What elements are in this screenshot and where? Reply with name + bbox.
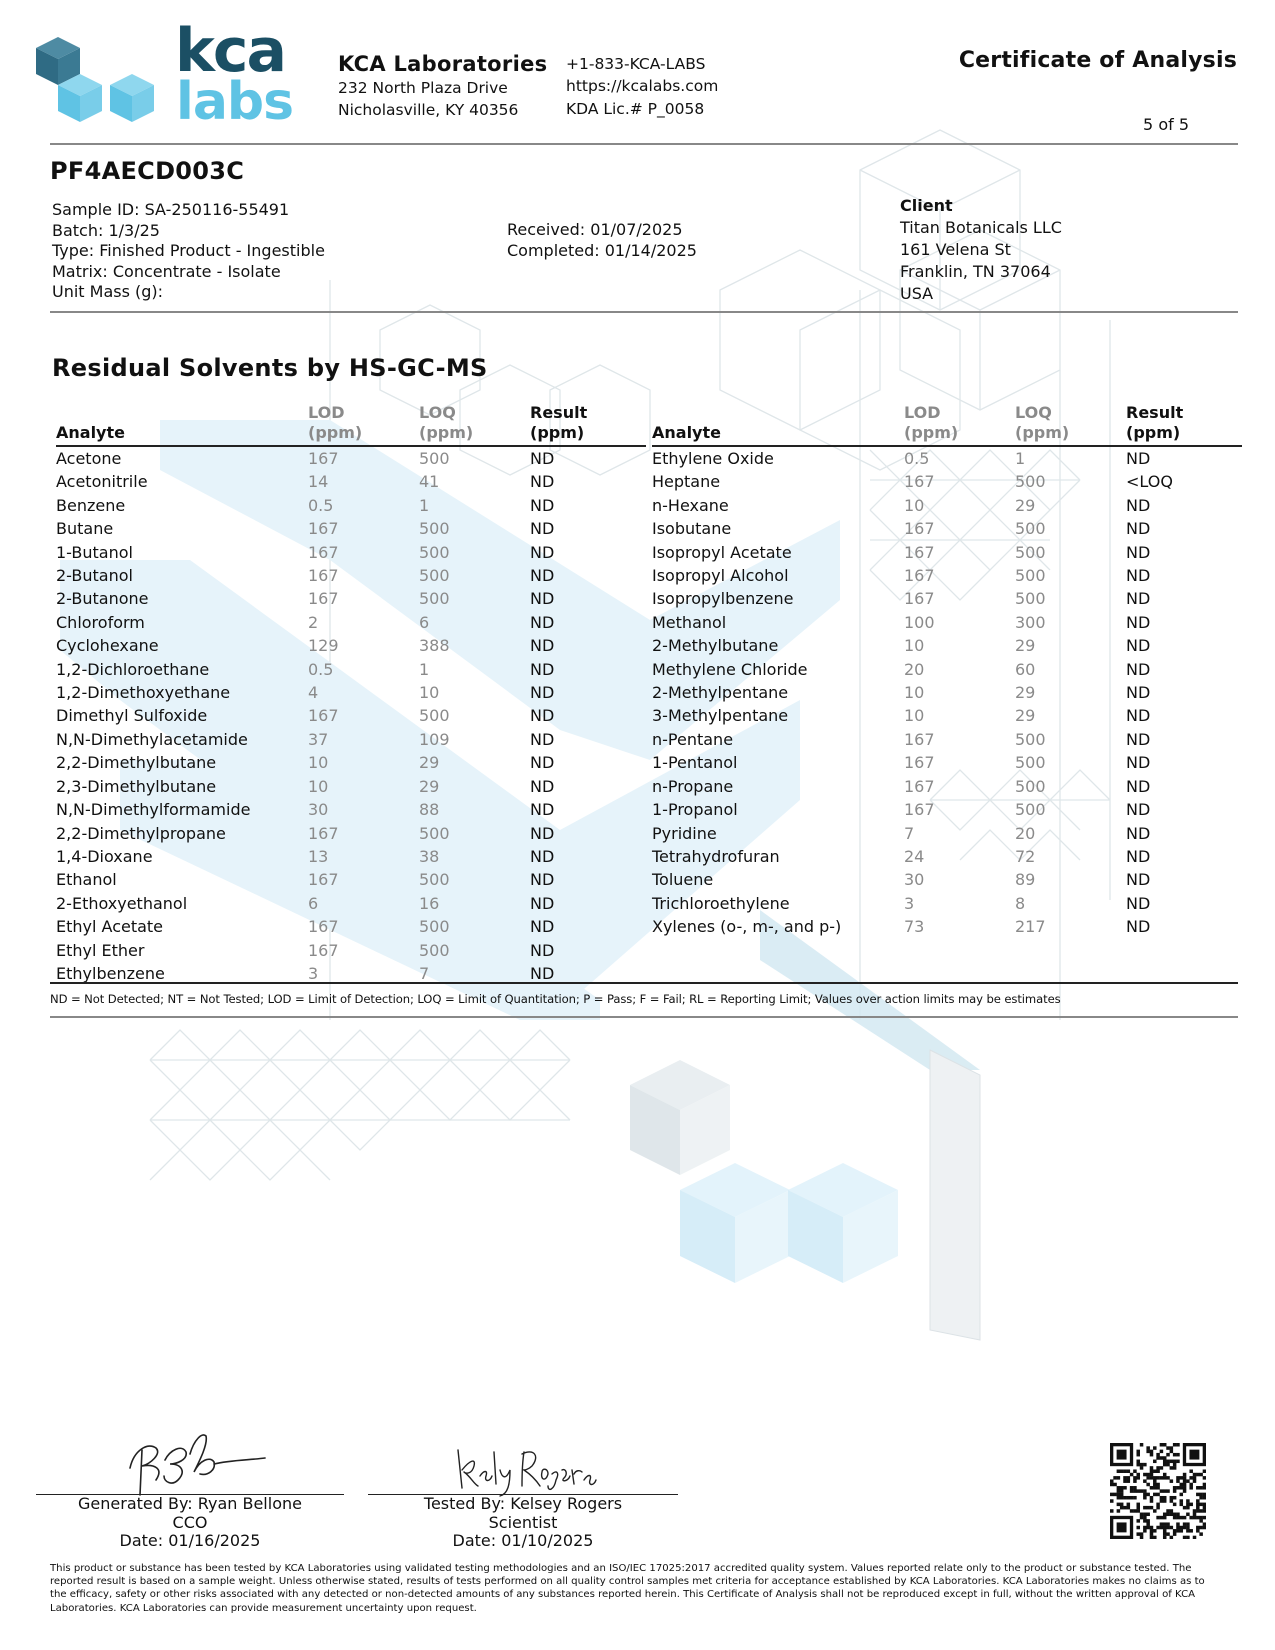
completed-date: Completed: 01/14/2025 xyxy=(507,240,697,260)
sample-code: PF4AECD003C xyxy=(50,157,245,185)
loq-cell: 388 xyxy=(419,636,450,656)
table-row xyxy=(56,775,646,798)
table-row xyxy=(56,541,646,564)
table-row xyxy=(652,704,1242,727)
results-table-left-body xyxy=(56,446,646,985)
header-lod-unit: (ppm) xyxy=(308,423,363,442)
table-header-row xyxy=(56,403,646,446)
tested-by-date: Date: 01/10/2025 xyxy=(452,1531,594,1550)
table-row xyxy=(56,751,646,774)
table-row xyxy=(56,446,646,470)
tested-by-block xyxy=(368,1495,678,1551)
result-cell: ND xyxy=(530,612,555,632)
loq-cell: 89 xyxy=(1015,870,1036,890)
result-cell: ND xyxy=(1126,823,1151,843)
analyte-cell: Ethyl Acetate xyxy=(56,917,164,937)
analyte-cell: Methanol xyxy=(652,612,727,632)
analyte-cell: 2,3-Dimethylbutane xyxy=(56,776,217,796)
loq-cell: 500 xyxy=(1015,800,1046,820)
lab-license: KDA Lic.# P_0058 xyxy=(566,100,705,118)
header-lod xyxy=(904,403,1015,446)
header-result-unit: (ppm) xyxy=(1126,423,1181,442)
table-bottom-divider xyxy=(50,982,1238,984)
loq-cell: 109 xyxy=(419,729,450,749)
result-cell: ND xyxy=(530,800,555,820)
analyte-cell: Acetone xyxy=(56,449,122,468)
table-row xyxy=(652,658,1242,681)
analyte-cell: 1-Butanol xyxy=(56,542,133,562)
analyte-cell: Ethanol xyxy=(56,870,117,890)
result-cell: ND xyxy=(530,542,555,562)
generated-by-title: CCO xyxy=(172,1512,208,1532)
info-divider xyxy=(50,311,1238,313)
loq-cell: 60 xyxy=(1015,659,1036,679)
table-row xyxy=(56,822,646,845)
result-cell: ND xyxy=(530,846,555,866)
table-row xyxy=(56,634,646,657)
loq-cell: 29 xyxy=(1015,636,1036,656)
loq-cell: 500 xyxy=(1015,472,1046,492)
result-cell: ND xyxy=(1126,706,1151,726)
table-row xyxy=(56,611,646,634)
section-title: Residual Solvents by HS-GC-MS xyxy=(52,354,488,382)
analyte-cell: Dimethyl Sulfoxide xyxy=(56,706,208,726)
table-row xyxy=(56,939,646,962)
lod-cell: 167 xyxy=(904,519,935,539)
analyte-cell: 2-Methylpentane xyxy=(652,683,789,703)
analyte-cell: Butane xyxy=(56,519,114,539)
lod-cell: 0.5 xyxy=(904,449,930,468)
loq-cell: 500 xyxy=(419,519,450,539)
sample-id: Sample ID: SA-250116-55491 xyxy=(52,200,290,219)
result-cell: ND xyxy=(530,589,555,609)
loq-cell: 217 xyxy=(1015,917,1046,937)
loq-cell: 6 xyxy=(419,612,430,632)
client-heading: Client xyxy=(900,196,953,215)
header-loq-label: LOQ xyxy=(1015,403,1052,422)
header-loq xyxy=(419,403,530,446)
lod-cell: 167 xyxy=(904,800,935,820)
loq-cell: 29 xyxy=(1015,683,1036,703)
lod-cell: 167 xyxy=(904,753,935,773)
result-cell: ND xyxy=(1126,449,1151,468)
lod-cell: 10 xyxy=(904,683,925,703)
lod-cell: 37 xyxy=(308,729,329,749)
result-cell: ND xyxy=(530,636,555,656)
analyte-cell: Acetonitrile xyxy=(56,472,148,492)
loq-cell: 16 xyxy=(419,893,440,913)
table-row xyxy=(56,845,646,868)
header-result xyxy=(1126,403,1242,446)
table-row xyxy=(652,470,1242,493)
analyte-cell: 2-Ethoxyethanol xyxy=(56,893,188,913)
lod-cell: 167 xyxy=(308,449,339,468)
table-row xyxy=(652,728,1242,751)
analyte-cell: 3-Methylpentane xyxy=(652,706,789,726)
lod-cell: 10 xyxy=(904,706,925,726)
result-cell: ND xyxy=(530,940,555,960)
lod-cell: 167 xyxy=(308,870,339,890)
analyte-cell: Pyridine xyxy=(652,823,717,843)
analyte-cell: Heptane xyxy=(652,472,721,492)
table-row xyxy=(56,868,646,891)
lod-cell: 20 xyxy=(904,659,925,679)
analyte-cell: 2-Methylbutane xyxy=(652,636,779,656)
analyte-cell: N,N-Dimethylacetamide xyxy=(56,729,248,749)
table-header-row xyxy=(652,403,1242,446)
received-date: Received: 01/07/2025 xyxy=(507,220,683,239)
lod-cell: 167 xyxy=(308,940,339,960)
result-cell: ND xyxy=(530,917,555,937)
lod-cell: 10 xyxy=(308,776,329,796)
result-cell: ND xyxy=(1126,870,1151,890)
table-row xyxy=(652,845,1242,868)
result-cell: ND xyxy=(530,566,555,586)
table-row xyxy=(56,494,646,517)
result-cell: ND xyxy=(530,706,555,726)
generated-by-block xyxy=(36,1495,344,1551)
analyte-cell: N,N-Dimethylformamide xyxy=(56,800,251,820)
header-loq-unit: (ppm) xyxy=(419,423,474,442)
result-cell: ND xyxy=(530,472,555,492)
kca-logo xyxy=(30,16,305,136)
header-lod-label: LOD xyxy=(904,403,941,422)
analyte-cell: Isobutane xyxy=(652,519,732,539)
client-block xyxy=(900,195,1062,305)
loq-cell: 500 xyxy=(419,823,450,843)
loq-cell: 500 xyxy=(419,870,450,890)
table-row xyxy=(652,634,1242,657)
lod-cell: 167 xyxy=(308,589,339,609)
loq-cell: 1 xyxy=(419,495,430,515)
client-street: 161 Velena St xyxy=(900,240,1011,259)
header-lod xyxy=(308,403,419,446)
header-result xyxy=(530,403,646,446)
lod-cell: 13 xyxy=(308,846,329,866)
sample-unit-mass: Unit Mass (g): xyxy=(52,282,164,301)
loq-cell: 500 xyxy=(419,706,450,726)
result-cell: ND xyxy=(1126,893,1151,913)
result-cell: ND xyxy=(1126,612,1151,632)
result-cell: ND xyxy=(530,449,555,468)
analyte-cell: Isopropylbenzene xyxy=(652,589,794,609)
table-row xyxy=(56,564,646,587)
loq-cell: 500 xyxy=(1015,753,1046,773)
lab-address-line2: Nicholasville, KY 40356 xyxy=(338,101,519,119)
result-cell: ND xyxy=(1126,846,1151,866)
result-cell: ND xyxy=(1126,636,1151,656)
analyte-cell: Cyclohexane xyxy=(56,636,159,656)
loq-cell: 8 xyxy=(1015,893,1026,913)
lod-cell: 10 xyxy=(308,753,329,773)
table-row xyxy=(652,892,1242,915)
header-lod-label: LOD xyxy=(308,403,345,422)
loq-cell: 72 xyxy=(1015,846,1036,866)
result-cell: ND xyxy=(530,495,555,515)
loq-cell: 29 xyxy=(1015,495,1036,515)
loq-cell: 500 xyxy=(1015,729,1046,749)
header-result-label: Result xyxy=(530,403,588,422)
lod-cell: 30 xyxy=(308,800,329,820)
analyte-cell: n-Hexane xyxy=(652,495,729,515)
loq-cell: 500 xyxy=(1015,566,1046,586)
lab-address-line1: 232 North Plaza Drive xyxy=(338,79,508,97)
table-row xyxy=(652,446,1242,470)
table-row xyxy=(56,587,646,610)
table-row xyxy=(652,751,1242,774)
lod-cell: 167 xyxy=(308,706,339,726)
loq-cell: 1 xyxy=(419,659,430,679)
header-loq xyxy=(1015,403,1126,446)
sample-matrix: Matrix: Concentrate - Isolate xyxy=(52,261,281,281)
loq-cell: 20 xyxy=(1015,823,1036,843)
generated-by-name: Generated By: Ryan Bellone xyxy=(78,1494,302,1513)
results-table-right-body xyxy=(652,446,1242,939)
result-cell: ND xyxy=(1126,683,1151,703)
result-cell: ND xyxy=(1126,729,1151,749)
analyte-cell: Tetrahydrofuran xyxy=(652,846,780,866)
result-cell: ND xyxy=(530,659,555,679)
table-row xyxy=(652,541,1242,564)
lod-cell: 167 xyxy=(308,823,339,843)
loq-cell: 500 xyxy=(419,917,450,937)
lod-cell: 4 xyxy=(308,683,319,703)
table-row xyxy=(56,728,646,751)
lod-cell: 6 xyxy=(308,893,319,913)
lod-cell: 3 xyxy=(308,963,319,983)
logo-text-labs: labs xyxy=(176,72,294,132)
analyte-cell: 2,2-Dimethylbutane xyxy=(56,753,217,773)
header-divider xyxy=(50,143,1238,145)
disclaimer-text: This product or substance has been tested by KCA Laboratories using validated testing methodologies and an ISO/IEC 17025:2017 accredited quality system. Values reported relate only to the product or substance tested. The reported result is based on a sample weight. Unless otherwise stated, results of tests performed on all quality control samples met criteria for acceptance established by KCA Laboratories. KCA Laboratories makes no claims as to the efficacy, safety or other risks associated with any detected or non-detected amounts of any substances reported herein. This Certificate of Analysis shall not be reproduced except in full, without the written approval of KCA Laboratories. KCA Laboratories can provide measurement uncertainty upon request. xyxy=(50,1563,1205,1614)
header-result-label: Result xyxy=(1126,403,1184,422)
loq-cell: 10 xyxy=(419,683,440,703)
sample-batch: Batch: 1/3/25 xyxy=(52,220,160,240)
header-analyte: Analyte xyxy=(652,423,721,442)
sample-dates xyxy=(507,220,697,261)
table-row xyxy=(56,915,646,938)
lod-cell: 100 xyxy=(904,612,935,632)
client-country: USA xyxy=(900,284,934,303)
loq-cell: 29 xyxy=(419,753,440,773)
result-cell: ND xyxy=(1126,519,1151,539)
lod-cell: 167 xyxy=(904,542,935,562)
loq-cell: 88 xyxy=(419,800,440,820)
table-row xyxy=(652,775,1242,798)
document-title: Certificate of Analysis xyxy=(958,48,1237,73)
analyte-cell: Xylenes (o-, m-, and p-) xyxy=(652,917,842,937)
result-cell: ND xyxy=(1126,659,1151,679)
table-row xyxy=(56,892,646,915)
table-row xyxy=(652,681,1242,704)
lab-name: KCA Laboratories xyxy=(338,52,548,76)
lod-cell: 167 xyxy=(904,472,935,492)
table-row xyxy=(652,564,1242,587)
table-row xyxy=(56,704,646,727)
abbreviation-legend: ND = Not Detected; NT = Not Tested; LOD = Limit of Detection; LOQ = Limit of Quantitation; P = Pass; F = Fail; RL = Reporting Limit; Values over action limits may be estimates xyxy=(50,992,1061,1006)
loq-cell: 29 xyxy=(1015,706,1036,726)
lod-cell: 167 xyxy=(904,589,935,609)
lod-cell: 167 xyxy=(308,566,339,586)
lod-cell: 167 xyxy=(308,542,339,562)
table-row xyxy=(652,915,1242,938)
client-city: Franklin, TN 37064 xyxy=(900,262,1051,281)
analyte-cell: n-Propane xyxy=(652,776,734,796)
tested-by-title: Scientist xyxy=(488,1512,558,1532)
sample-details xyxy=(52,200,325,303)
table-row xyxy=(56,470,646,493)
lod-cell: 73 xyxy=(904,917,925,937)
result-cell: ND xyxy=(1126,753,1151,773)
table-row xyxy=(652,494,1242,517)
logo-text-kca: kca xyxy=(175,16,285,86)
result-cell: ND xyxy=(530,963,555,983)
result-cell: ND xyxy=(530,776,555,796)
lab-website[interactable]: https://kcalabs.com xyxy=(566,77,719,95)
analyte-cell: n-Pentane xyxy=(652,729,734,749)
loq-cell: 41 xyxy=(419,472,440,492)
table-row xyxy=(652,868,1242,891)
lod-cell: 10 xyxy=(904,636,925,656)
header-loq-unit: (ppm) xyxy=(1015,423,1070,442)
tested-by-name: Tested By: Kelsey Rogers xyxy=(423,1494,623,1513)
lod-cell: 0.5 xyxy=(308,495,334,515)
lod-cell: 129 xyxy=(308,636,339,656)
sample-type: Type: Finished Product - Ingestible xyxy=(52,241,325,260)
lab-phone: +1-833-KCA-LABS xyxy=(566,55,706,73)
lod-cell: 167 xyxy=(904,776,935,796)
legend-divider xyxy=(50,1016,1238,1018)
result-cell: ND xyxy=(1126,776,1151,796)
table-row xyxy=(56,798,646,821)
lod-cell: 167 xyxy=(308,519,339,539)
analyte-cell: 1,2-Dimethoxyethane xyxy=(56,683,231,703)
analyte-cell: Chloroform xyxy=(56,612,145,632)
table-row xyxy=(56,658,646,681)
result-cell: ND xyxy=(530,683,555,703)
result-cell: ND xyxy=(530,753,555,773)
loq-cell: 500 xyxy=(1015,542,1046,562)
analyte-cell: Ethylene Oxide xyxy=(652,449,774,468)
analyte-cell: 1,4-Dioxane xyxy=(56,846,153,866)
header-lod-unit: (ppm) xyxy=(904,423,959,442)
lod-cell: 3 xyxy=(904,893,915,913)
analyte-cell: 2-Butanol xyxy=(56,566,133,586)
signature-kelsey-rogers xyxy=(452,1440,602,1500)
lod-cell: 7 xyxy=(904,823,915,843)
loq-cell: 500 xyxy=(1015,519,1046,539)
signature-ryan-bellone xyxy=(120,1420,270,1500)
lod-cell: 0.5 xyxy=(308,659,334,679)
lod-cell: 2 xyxy=(308,612,319,632)
analyte-cell: 2,2-Dimethylpropane xyxy=(56,823,226,843)
loq-cell: 38 xyxy=(419,846,440,866)
analyte-cell: Ethyl Ether xyxy=(56,940,145,960)
loq-cell: 500 xyxy=(1015,776,1046,796)
loq-cell: 500 xyxy=(419,589,450,609)
lod-cell: 10 xyxy=(904,495,925,515)
result-cell: ND xyxy=(530,893,555,913)
result-cell: ND xyxy=(530,519,555,539)
lod-cell: 167 xyxy=(904,566,935,586)
result-cell: ND xyxy=(530,870,555,890)
loq-cell: 500 xyxy=(1015,589,1046,609)
analyte-cell: Isopropyl Acetate xyxy=(652,542,792,562)
analyte-cell: Isopropyl Alcohol xyxy=(652,566,789,586)
loq-cell: 1 xyxy=(1015,449,1026,468)
lod-cell: 14 xyxy=(308,472,329,492)
header-analyte: Analyte xyxy=(56,423,125,442)
loq-cell: 7 xyxy=(419,963,430,983)
table-row xyxy=(652,798,1242,821)
header-result-unit: (ppm) xyxy=(530,423,585,442)
result-cell: ND xyxy=(1126,566,1151,586)
loq-cell: 500 xyxy=(419,542,450,562)
result-cell: ND xyxy=(1126,542,1151,562)
lod-cell: 167 xyxy=(904,729,935,749)
analyte-cell: Benzene xyxy=(56,495,126,515)
analyte-cell: 2-Butanone xyxy=(56,589,149,609)
table-row xyxy=(652,611,1242,634)
loq-cell: 300 xyxy=(1015,612,1046,632)
result-cell: ND xyxy=(1126,917,1151,937)
result-cell: ND xyxy=(530,823,555,843)
result-cell: ND xyxy=(1126,495,1151,515)
qr-code-icon[interactable] xyxy=(1110,1443,1206,1539)
loq-cell: 500 xyxy=(419,940,450,960)
client-name: Titan Botanicals LLC xyxy=(900,218,1062,237)
analyte-cell: Toluene xyxy=(652,870,714,890)
generated-by-date: Date: 01/16/2025 xyxy=(119,1531,261,1550)
lod-cell: 30 xyxy=(904,870,925,890)
header-loq-label: LOQ xyxy=(419,403,456,422)
results-table-left xyxy=(56,403,646,985)
result-cell: <LOQ xyxy=(1126,472,1173,492)
analyte-cell: 1-Pentanol xyxy=(652,753,738,773)
analyte-cell: Trichloroethylene xyxy=(652,893,790,913)
table-row xyxy=(56,517,646,540)
loq-cell: 29 xyxy=(419,776,440,796)
table-row xyxy=(652,587,1242,610)
kca-cubes-logo-icon xyxy=(30,28,160,136)
lod-cell: 167 xyxy=(308,917,339,937)
analyte-cell: 1-Propanol xyxy=(652,800,738,820)
analyte-cell: Ethylbenzene xyxy=(56,963,165,983)
table-row xyxy=(652,822,1242,845)
loq-cell: 500 xyxy=(419,449,450,468)
loq-cell: 500 xyxy=(419,566,450,586)
page-number: 5 of 5 xyxy=(1143,115,1189,134)
result-cell: ND xyxy=(1126,589,1151,609)
analyte-cell: Methylene Chloride xyxy=(652,659,808,679)
table-row xyxy=(56,681,646,704)
result-cell: ND xyxy=(1126,800,1151,820)
results-table-right xyxy=(652,403,1242,939)
table-row xyxy=(652,517,1242,540)
analyte-cell: 1,2-Dichloroethane xyxy=(56,659,210,679)
result-cell: ND xyxy=(530,729,555,749)
lod-cell: 24 xyxy=(904,846,925,866)
